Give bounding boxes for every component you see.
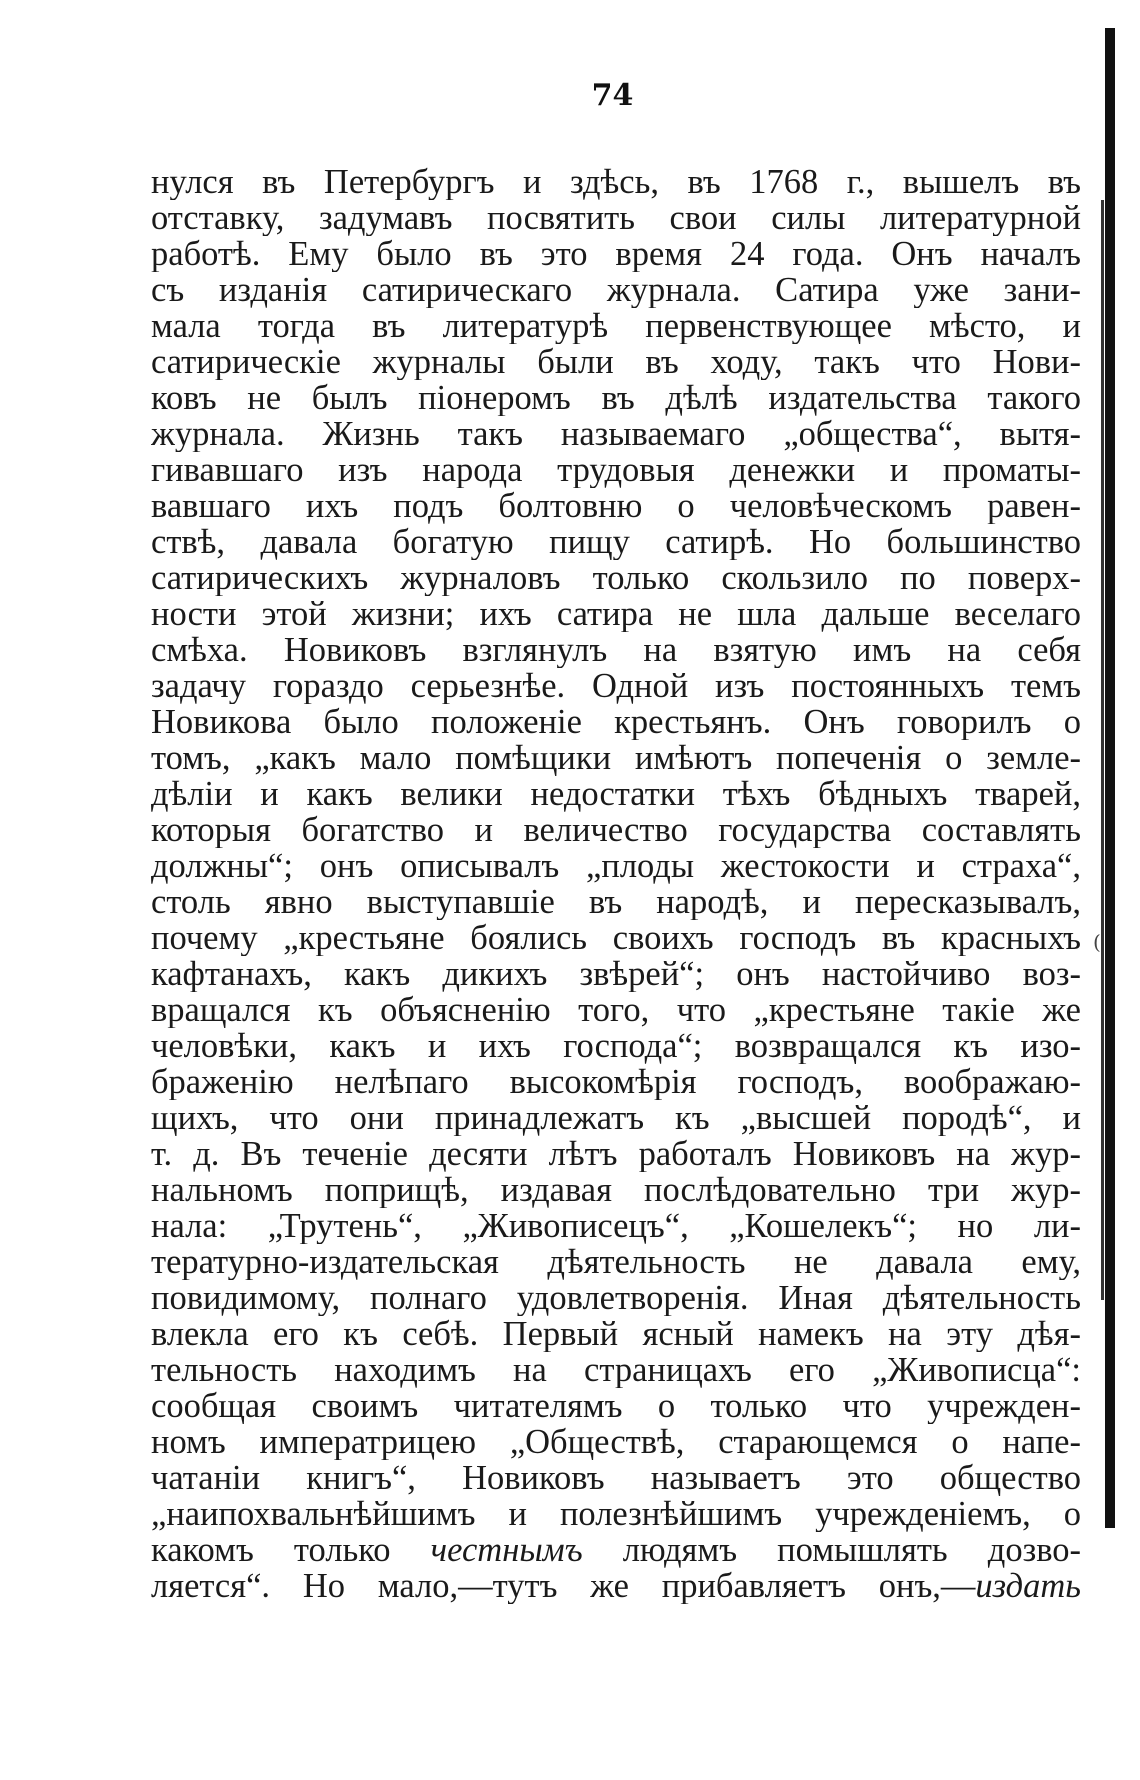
text-segment: людямъ помышлять дозво- [582, 1532, 1081, 1568]
text-line-with-emphasis [151, 1568, 1081, 1604]
text-line: сообщая своимъ читателямъ о только что учрежден- [151, 1388, 1081, 1424]
text-line: которыя богатство и величество государства составлять [151, 812, 1081, 848]
text-line: браженію нелѣпаго высокомѣрія господъ, воображаю- [151, 1064, 1081, 1100]
text-line: щихъ, что они принадлежатъ къ „высшей породѣ“, и [151, 1100, 1081, 1136]
text-line: почему „крестьяне боялись своихъ господъ въ красныхъ [151, 920, 1081, 956]
text-line: задачу гораздо серьезнѣе. Одной изъ постоянныхъ темъ [151, 668, 1081, 704]
text-line: номъ императрицею „Обществѣ, старающемся о напе- [151, 1424, 1081, 1460]
text-line: ствѣ, давала богатую пищу сатирѣ. Но большинство [151, 524, 1081, 560]
text-line: смѣха. Новиковъ взглянулъ на взятую имъ на себя [151, 632, 1081, 668]
text-line: отставку, задумавъ посвятить свои силы литературной [151, 200, 1081, 236]
page-number: 74 [591, 78, 634, 113]
text-line: гивавшаго изъ народа трудовыя денежки и проматы- [151, 452, 1081, 488]
text-line: журнала. Жизнь такъ называемаго „общества“, вытя- [151, 416, 1081, 452]
text-line: ности этой жизни; ихъ сатира не шла дальше веселаго [151, 596, 1081, 632]
text-line: сатирическихъ журналовъ только скользило по поверх- [151, 560, 1081, 596]
text-line: должны“; онъ описывалъ „плоды жестокости и страха“, [151, 848, 1081, 884]
emphasized-word: издать [975, 1568, 1081, 1604]
text-segment: ляется“. Но мало,—тутъ же прибавляетъ онъ,— [151, 1568, 976, 1604]
text-line: кафтанахъ, какъ дикихъ звѣрей“; онъ настойчиво воз- [151, 956, 1081, 992]
text-line: вращался къ объясненію того, что „крестьяне такіе же [151, 992, 1081, 1028]
text-line: работѣ. Ему было въ это время 24 года. Онъ началъ [151, 236, 1081, 272]
text-line: ковъ не былъ піонеромъ въ дѣлѣ издательства такого [151, 380, 1081, 416]
text-line: „наипохвальнѣйшимъ и полезнѣйшимъ учрежденіемъ, о [151, 1496, 1081, 1532]
text-line: сатирическіе журналы были въ ходу, такъ что Нови- [151, 344, 1081, 380]
text-line-with-emphasis [151, 1532, 1081, 1568]
text-line: влекла его къ себѣ. Первый ясный намекъ на эту дѣя- [151, 1316, 1081, 1352]
text-line: нала: „Трутень“, „Живописецъ“, „Кошелекъ“; но ли- [151, 1208, 1081, 1244]
text-line: тельность находимъ на страницахъ его „Живописца“: [151, 1352, 1081, 1388]
edge-mark: ( [1093, 930, 1101, 954]
text-line: дѣліи и какъ велики недостатки тѣхъ бѣдныхъ тварей, [151, 776, 1081, 812]
text-line: человѣки, какъ и ихъ господа“; возвращался къ изо- [151, 1028, 1081, 1064]
page-edge-line [1101, 200, 1104, 1300]
text-line: нулся въ Петербургъ и здѣсь, въ 1768 г., вышелъ въ [151, 164, 1081, 200]
page-edge-shadow [1105, 28, 1115, 1528]
text-line: чатаніи книгъ“, Новиковъ называетъ это общество [151, 1460, 1081, 1496]
text-line: томъ, „какъ мало помѣщики имѣютъ попеченія о земле- [151, 740, 1081, 776]
text-line: Новикова было положеніе крестьянъ. Онъ говорилъ о [151, 704, 1081, 740]
text-line: нальномъ поприщѣ, издавая послѣдовательно три жур- [151, 1172, 1081, 1208]
text-line: съ изданія сатирическаго журнала. Сатира уже зани- [151, 272, 1081, 308]
text-line: повидимому, полнаго удовлетворенія. Иная дѣятельность [151, 1280, 1081, 1316]
text-segment: какомъ только [151, 1532, 431, 1568]
text-line: т. д. Въ теченіе десяти лѣтъ работалъ Новиковъ на жур- [151, 1136, 1081, 1172]
body-text [151, 164, 1081, 1604]
text-line: мала тогда въ литературѣ первенствующее мѣсто, и [151, 308, 1081, 344]
text-line: вавшаго ихъ подъ болтовню о человѣческомъ равен- [151, 488, 1081, 524]
emphasized-word: честнымъ [430, 1532, 583, 1568]
text-line: тературно-издательская дѣятельность не давала ему, [151, 1244, 1081, 1280]
text-line: столь явно выступавшіе въ народѣ, и пересказывалъ, [151, 884, 1081, 920]
